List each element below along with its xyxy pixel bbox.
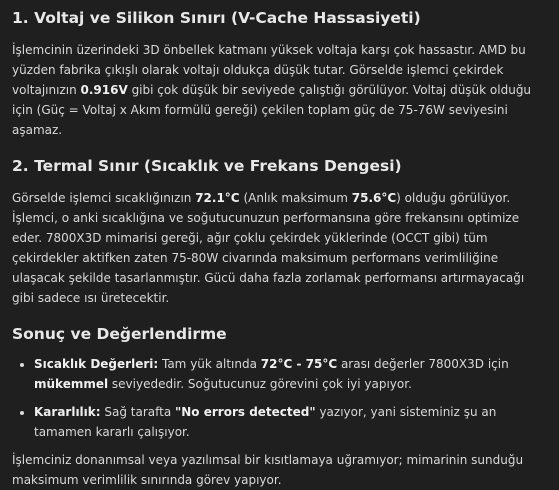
- s1-text-a: İşlemcinin üzerindeki 3D önbellek katmanı yüksek voltaja karşı çok hassastır. AMD bu yüzden fabrika çıkışlı olarak voltajı oldukça düşük tutar. Görselde işlemci çekirdek voltajınızın: [12, 43, 526, 97]
- s2-bold-temp: 72.1°C: [195, 191, 240, 205]
- s2-bold-max: 75.6°C: [351, 191, 397, 205]
- bullet-1-text-c: seviyededir. Soğutucunuz görevini çok iyi yapıyor.: [108, 377, 412, 391]
- bullet-1-bold-word: mükemmel: [34, 377, 109, 391]
- section-1-paragraph: [12, 40, 539, 140]
- section-2-paragraph: [12, 188, 539, 308]
- conclusion-list: [12, 354, 539, 442]
- s1-bold-voltage: 0.916V: [80, 83, 128, 97]
- section-1-heading: 1. Voltaj ve Silikon Sınırı (V-Cache Hassasiyeti): [12, 9, 421, 27]
- s2-text-c: ) olduğu görülüyor. İşlemci, o anki sıcaklığına ve soğutucunuzun performansına göre frekansını optimize eder. 7800X3D mimarisi gereği, ağır çoklu çekirdek yüklerinde (OCCT gibi) tüm çekirdekler aktifken zaten 75-80W civarında maksimum performans verimliliğine ulaşacak şekilde tasarlanmıştır. Gücü daha fazla zorlamak performansı artırmayacağı gibi sadece ısı üretecektir.: [12, 191, 525, 305]
- section-3-heading: Sonuç ve Değerlendirme: [12, 325, 227, 343]
- bullet-1-text-a: Tam yük altında: [158, 357, 261, 371]
- list-item-temperature: [34, 354, 539, 394]
- bullet-2-bold-quote: "No errors detected": [175, 405, 316, 419]
- list-item-stability: [34, 402, 539, 442]
- bullet-2-text-a: Sağ tarafta: [100, 405, 176, 419]
- s2-text-b: (Anlık maksimum: [239, 191, 352, 205]
- section-2-heading: 2. Termal Sınır (Sıcaklık ve Frekans Dengesi): [12, 157, 402, 175]
- s2-text-a: Görselde işlemci sıcaklığınızın: [12, 191, 196, 205]
- bullet-2-text-b: yazıyor, yani sisteminiz şu an tamamen kararlı çalışıyor.: [34, 405, 497, 439]
- bullet-1-bold-range: 72°C - 75°C: [260, 357, 338, 371]
- final-paragraph: İşlemciniz donanımsal veya yazılımsal bir kısıtlamaya uğramıyor; mimarinin sunduğu maksimum verimlilik sınırında görev yapıyor.: [12, 453, 524, 487]
- s1-text-b: gibi çok düşük bir seviyede çalıştığı görülüyor. Voltaj düşük olduğu için (Güç = Voltaj x Akım formülü gereği) çekilen toplam güç de 75-76W seviyesini aşamaz.: [12, 83, 532, 137]
- bullet-1-label: Sıcaklık Değerleri:: [34, 357, 159, 371]
- bullet-1-text-b: arası değerler 7800X3D için: [337, 357, 509, 371]
- bullet-2-label: Kararlılık:: [34, 405, 101, 419]
